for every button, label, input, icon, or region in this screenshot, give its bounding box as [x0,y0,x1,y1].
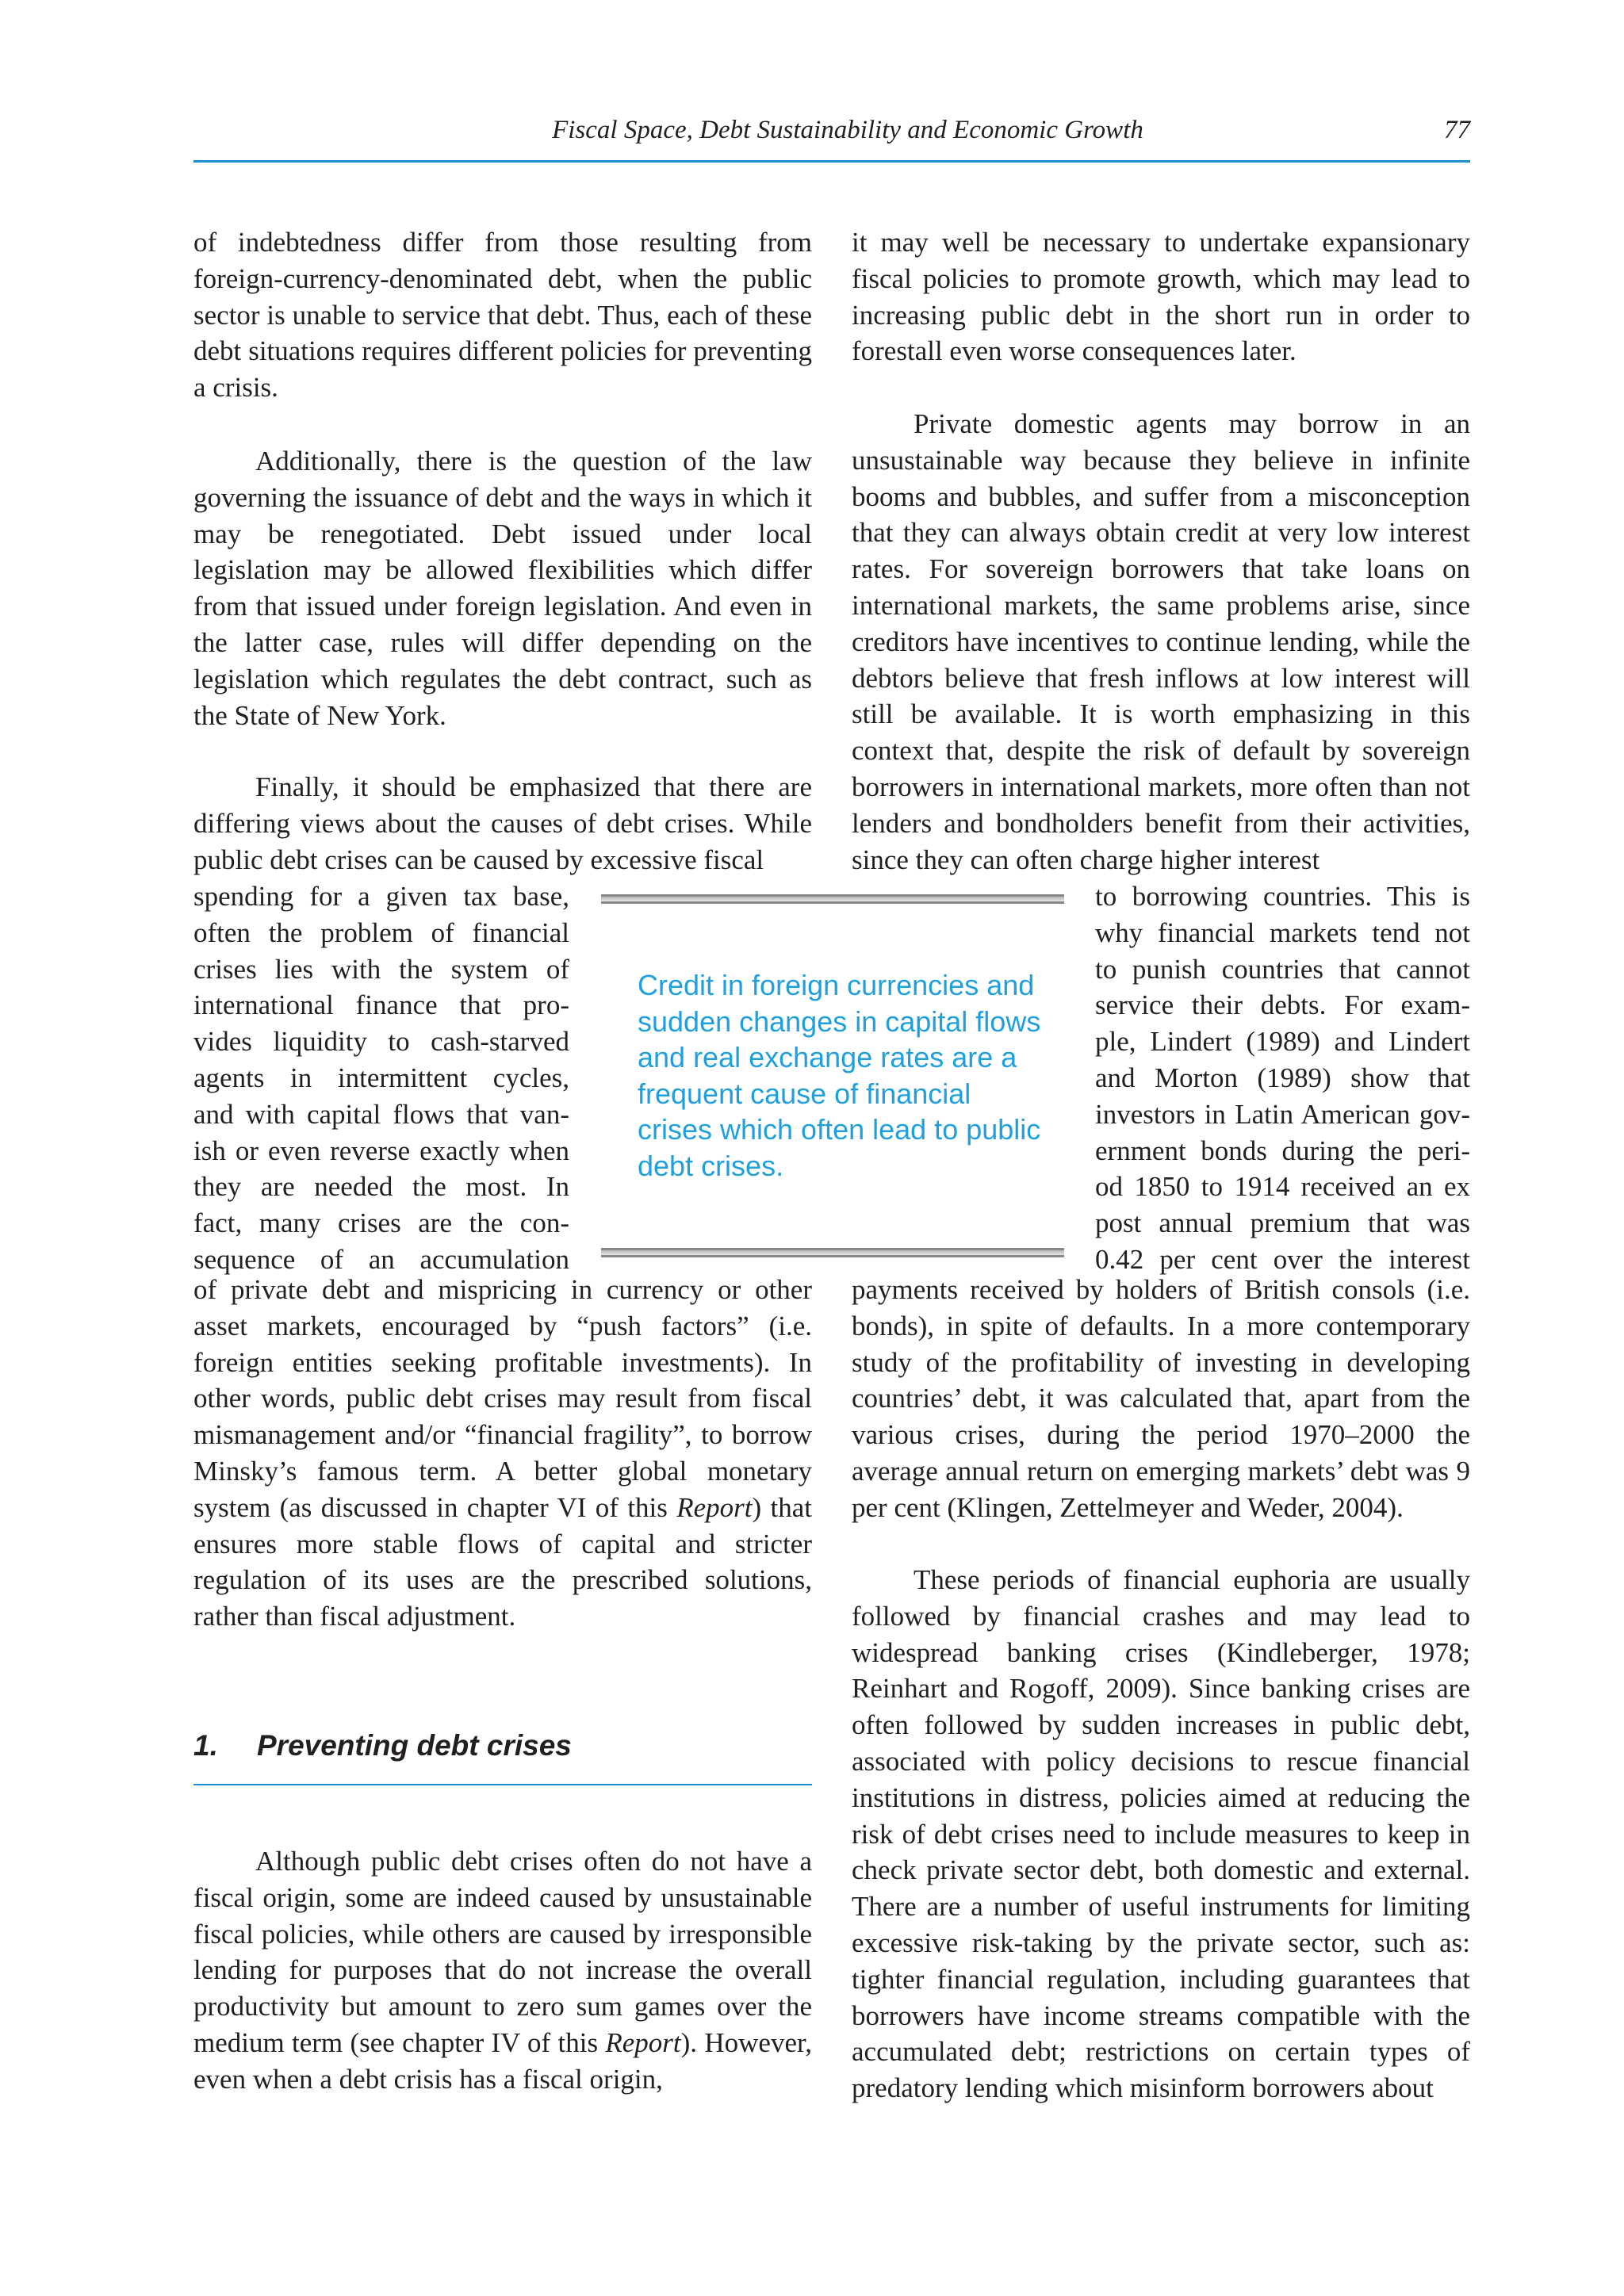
pull-quote-top-rule [601,894,1064,904]
wrap-line: sequence of an accumulation [193,1243,569,1275]
wrap-line: investors in Latin American gov- [1095,1098,1470,1130]
report-title-italic: Report [676,1491,753,1523]
wrap-line: international finance that pro- [193,989,569,1021]
wrap-line: od 1850 to 1914 received an ex [1095,1171,1470,1203]
left-paragraph-3-top: Finally, it should be emphasized that there are differing views about the causes of debt crises. While public debt crises can be caused by excessive fiscal [193,771,812,875]
pull-quote [601,894,1064,1257]
page-number: 77 [1444,116,1470,144]
wrap-line: 0.42 per cent over the interest [1095,1243,1470,1275]
section-number: 1. [193,1729,218,1762]
pull-quote-text: Credit in foreign currencies and sudden changes in capital flows and real exchange rates are a frequent cause of financial crises which often lead to public debt crises. [638,969,1041,1182]
wrap-line: fact, many crises are the con- [193,1207,569,1239]
running-header [193,113,1470,163]
wrap-line: ish or even reverse exactly when [193,1135,569,1166]
report-title-italic: Report [605,2026,681,2058]
left-paragraph-1: of indebtedness differ from those resulting from foreign-currency-denominated debt, when the public sector is unable to service that debt. Thus, each of these debt situations requires different policies for preventing a crisis. [193,227,812,404]
header-title: Fiscal Space, Debt Sustainability and Economic Growth [552,116,1143,144]
right-paragraph-3: These periods of financial euphoria are usually followed by financial crashes and may lead to widespread banking crises (Kindleberger, 1978; Reinhart and Rogoff, 2009). Since banking crises are often followed by sudden increases in public debt, associated with policy decisions to rescue financial institutions in distress, policies aimed at reducing the risk of debt crises need to include measures to keep in check private sector debt, both domestic and external. There are a number of useful instruments for limiting excessive risk-taking by the private sector, such as: tighter financial regulation, including guarantees that borrowers have income streams compatible with the accumulated debt; restrictions on certain types of predatory lending which misinform borrowers about [852,1564,1470,2104]
left-paragraph-3-wrapped [193,878,569,1278]
wrap-line: vides liquidity to cash-starved [193,1026,569,1058]
right-paragraph-2-wrapped [1095,878,1470,1278]
left-paragraph-3-bottom: of private debt and mispricing in currency or other asset markets, encouraged by “push factors” (i.e. foreign entities seeking profitable investments). In other words, public debt crises may result from fiscal mismanagement and/or “financial fragility”, to borrow Minsky’s famous term. A better global monetary system (as discussed in chapter VI of this Report) that ensures more stable flows of capital and stricter regulation of its uses are the prescribed solutions, rather than fiscal adjustment. [193,1274,813,1632]
wrap-line: spending for a given tax base, [193,881,569,912]
section-heading [193,1722,812,1785]
wrap-line: and Morton (1989) show that [1095,1062,1470,1093]
wrap-line: and with capital flows that van- [193,1098,569,1130]
section-title: Preventing debt crises [257,1729,572,1762]
wrap-line: ernment bonds during the peri- [1095,1135,1470,1166]
wrap-line: agents in intermittent cycles, [193,1062,569,1093]
wrap-line: they are needed the most. In [193,1171,569,1203]
left-paragraph-4: Although public debt crises often do not have a fiscal origin, some are indeed caused by unsustainable fiscal policies, while others are caused by irresponsible lending for purposes that do not increase the overall productivity but amount to zero sum games over the medium term (see chapter IV of this Report). However, even when a debt crisis has a fiscal origin, [193,1846,812,2095]
right-paragraph-1: it may well be necessary to undertake expansionary fiscal policies to promote growth, which may lead to increasing public debt in the short run in order to forestall even worse consequences later. [852,227,1470,367]
right-paragraph-2-top: Private domestic agents may borrow in an unsustainable way because they believe in infinite booms and bubbles, and suffer from a misconception that they can always obtain credit at very low interest rates. For sovereign borrowers that take loans on international markets, the same problems arise, since creditors have incentives to continue lending, while the debtors believe that fresh inflows at low interest will still be available. It is worth emphasizing in this context that, despite the risk of default by sovereign borrowers in international markets, more often than not lenders and bondholders benefit from their activities, since they can often charge higher interest [852,408,1470,875]
wrap-line: ple, Lindert (1989) and Lindert [1095,1026,1470,1058]
right-paragraph-2-bottom: payments received by holders of British consols (i.e. bonds), in spite of defaults. In a more contemporary study of the profitability of investing in developing countries’ debt, it was calculated that, apart from the various crises, during the period 1970–2000 the average annual return on emerging markets’ debt was 9 per cent (Klingen, Zettelmeyer and Weder, 2004). [852,1274,1470,1523]
wrap-line: often the problem of financial [193,916,569,948]
wrap-line: post annual premium that was [1095,1207,1470,1239]
wrap-line: crises lies with the system of [193,953,569,985]
wrap-line: to punish countries that cannot [1095,953,1470,985]
wrap-line: service their debts. For exam- [1095,989,1470,1021]
wrap-line: why financial markets tend not [1095,916,1470,948]
wrap-line: to borrowing countries. This is [1095,881,1470,912]
pull-quote-bottom-rule [601,1248,1064,1257]
left-paragraph-2: Additionally, there is the question of the law governing the issuance of debt and the ways in which it may be renegotiated. Debt issued under local legislation may be allowed flexibilities which differ from that issued under foreign legislation. And even in the latter case, rules will differ depending on the legislation which regulates the debt contract, such as the State of New York. [193,446,812,731]
